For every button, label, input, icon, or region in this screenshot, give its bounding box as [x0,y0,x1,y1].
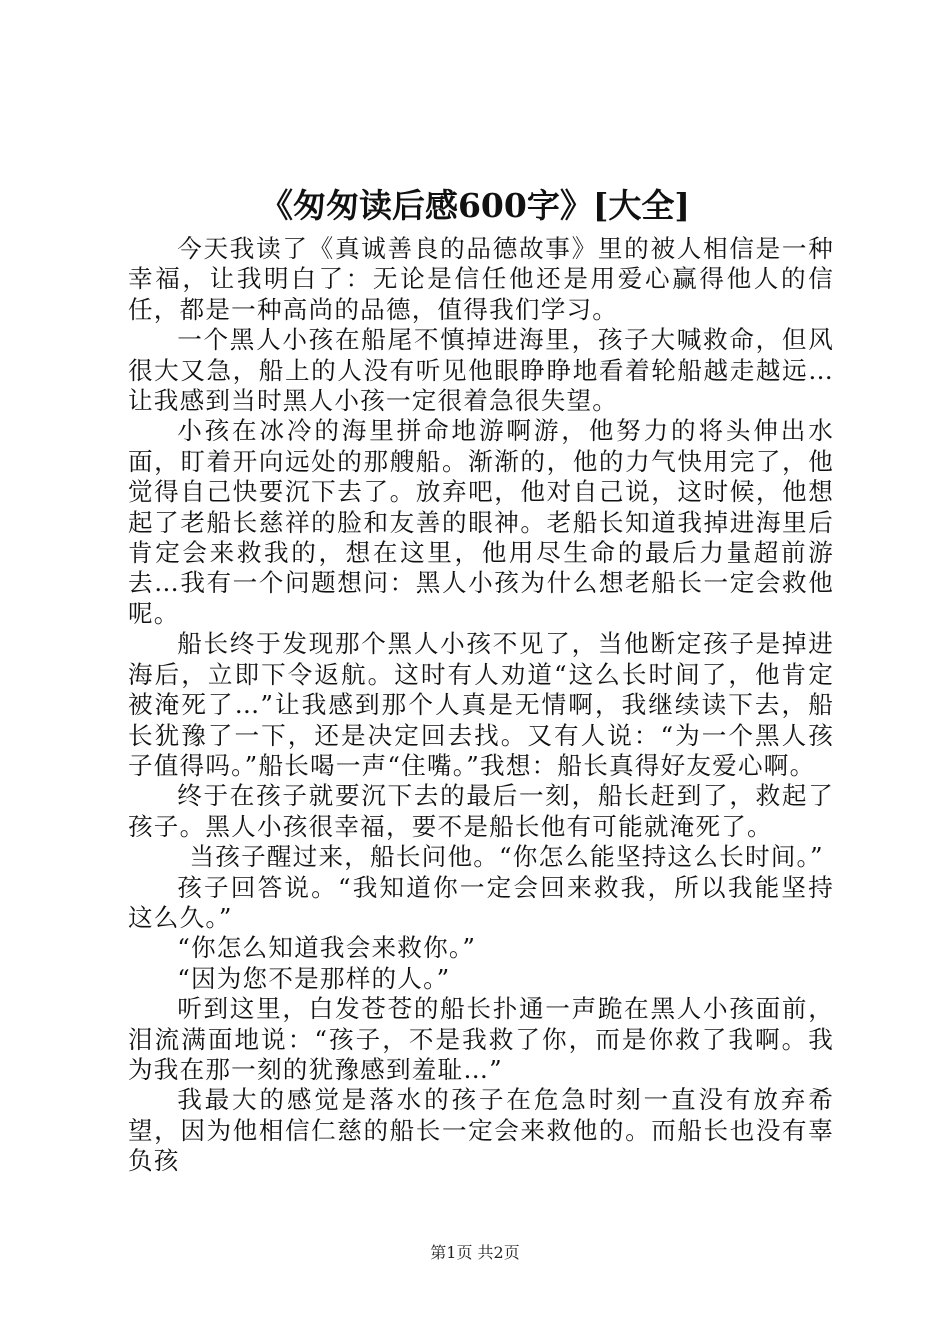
paragraph: “因为您不是那样的人。” [177,963,451,993]
page-number-footer: 第1页 共2页 [430,1243,520,1262]
paragraph: 一个黑人小孩在船尾不慎掉进海里，孩子大喊救命，但风很大又急，船上的人没有听见他眼睁睁地看着轮船越走越远…让我感到当时黑人小孩一定很着急很失望。 [128,325,834,416]
document-title: 《匆匆读后感600字》[大全] [259,186,691,225]
paragraph: 当孩子醒过来，船长问他。“你怎么能坚持这么长时间。” [189,842,824,872]
paragraph: 我最大的感觉是落水的孩子在危急时刻一直没有放弃希望，因为他相信仁慈的船长一定会来救他的。而船长也没有辜负孩 [128,1085,834,1176]
paragraph: 听到这里，白发苍苍的船长扑通一声跪在黑人小孩面前，泪流满面地说：“孩子，不是我救了你，而是你救了我啊。我为我在那一刻的犹豫感到羞耻…” [128,994,834,1084]
document-body [128,234,834,1177]
paragraph: “你怎么知道我会来救你。” [177,933,477,963]
paragraph: 终于在孩子就要沉下去的最后一刻，船长赶到了，救起了孩子。黑人小孩很幸福，要不是船长他有可能就淹死了。 [128,781,834,841]
paragraph: 小孩在冰冷的海里拼命地游啊游，他努力的将头伸出水面，盯着开向远处的那艘船。渐渐的，他的力气快用完了，他觉得自己快要沉下去了。放弃吧，他对自己说，这时候，他想起了老船长慈祥的脸和友善的眼神。老船长知道我掉进海里后肯定会来救我的，想在这里，他用尽生命的最后力量超前游去…我有一个问题想问：黑人小孩为什么想老船长一定会救他呢。 [128,416,834,628]
paragraph: 船长终于发现那个黑人小孩不见了，当他断定孩子是掉进海后，立即下令返航。这时有人劝道“这么长时间了，他肯定被淹死了…”让我感到那个人真是无情啊，我继续读下去，船长犹豫了一下，还是决定回去找。又有人说：“为一个黑人孩子值得吗。”船长喝一声“住嘴。”我想：船长真得好友爱心啊。 [128,629,834,780]
paragraph: 今天我读了《真诚善良的品德故事》里的被人相信是一种幸福，让我明白了：无论是信任他还是用爱心赢得他人的信任，都是一种高尚的品德，值得我们学习。 [128,234,834,324]
paragraph: 孩子回答说。“我知道你一定会回来救我，所以我能坚持这么久。” [128,872,834,932]
